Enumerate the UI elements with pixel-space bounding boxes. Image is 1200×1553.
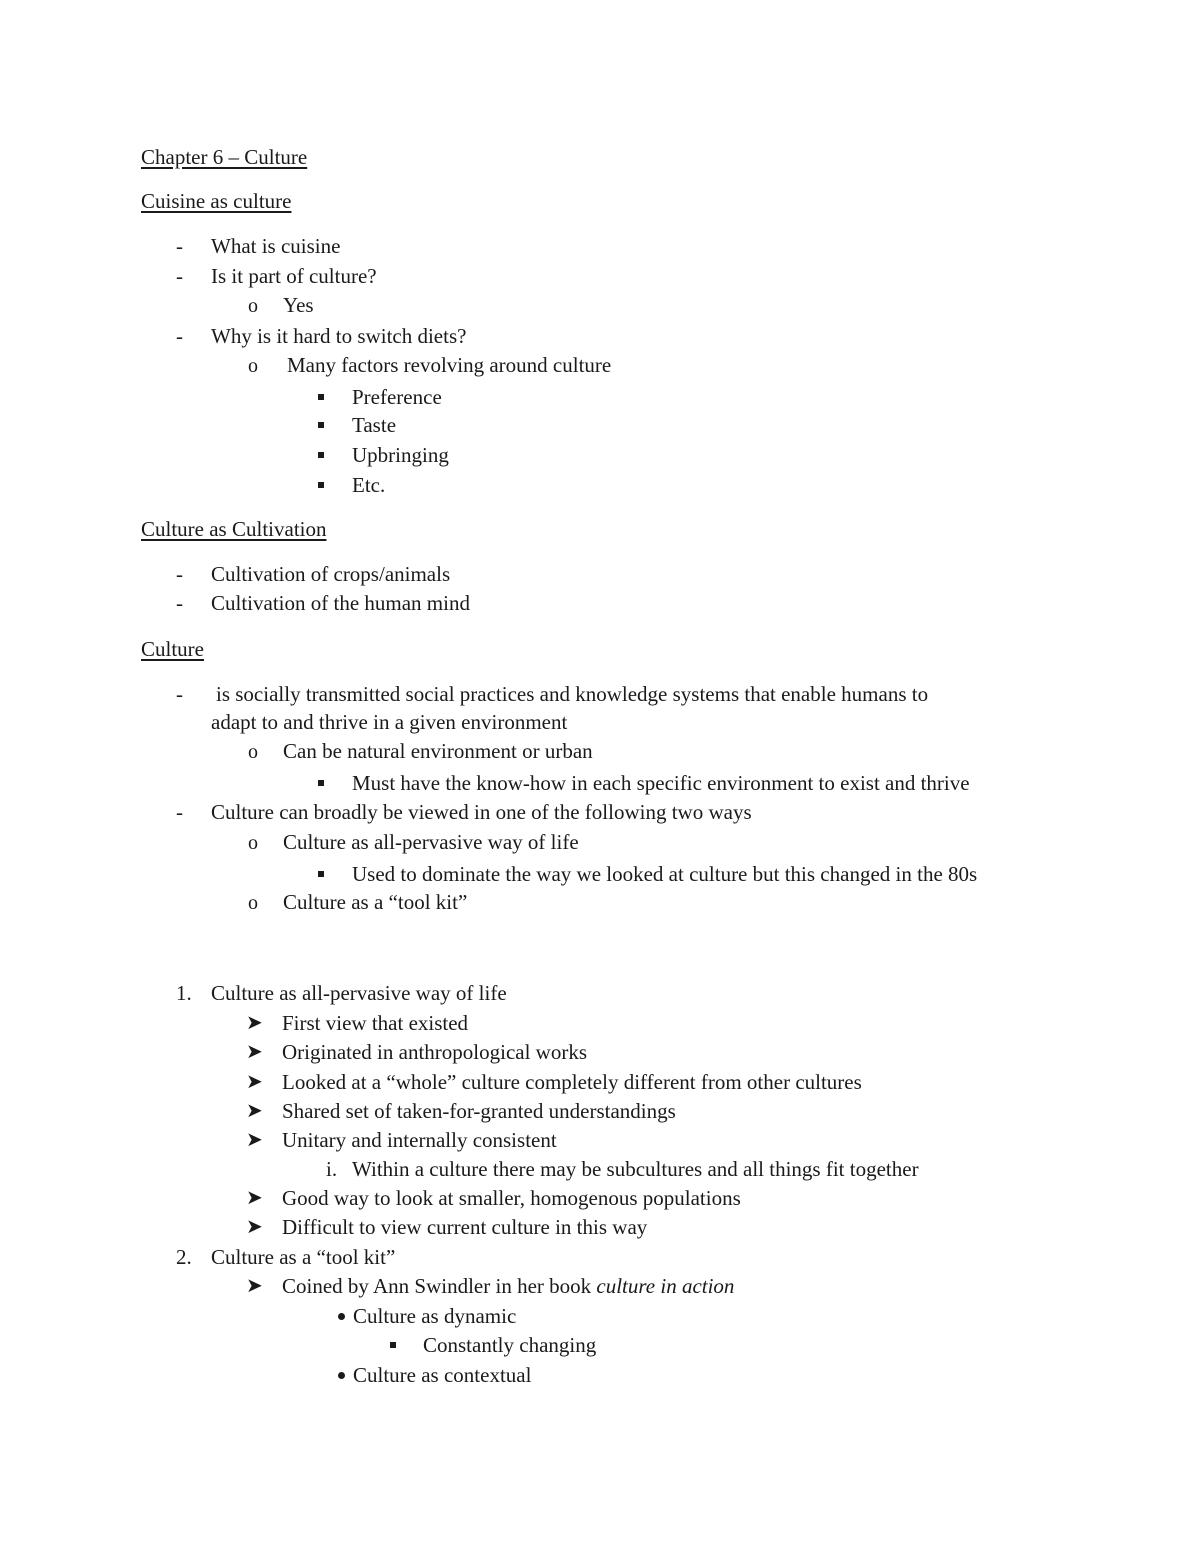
- square-bullet-icon: [318, 475, 324, 496]
- list-item: Etc.: [352, 473, 386, 497]
- list-item: Why is it hard to switch diets?: [211, 324, 467, 348]
- list-item: Taste: [352, 413, 397, 437]
- list-item: Looked at a “whole” culture completely different from other cultures: [282, 1070, 862, 1094]
- square-bullet-icon: [318, 387, 324, 408]
- book-title: culture in action: [596, 1274, 735, 1298]
- number-marker: 1.: [176, 981, 192, 1005]
- list-item: Yes: [283, 293, 314, 317]
- dash-bullet: -: [176, 682, 183, 706]
- arrow-bullet-icon: ➤: [246, 1071, 263, 1093]
- arrow-bullet-icon: ➤: [246, 1129, 263, 1151]
- list-item: First view that existed: [282, 1011, 469, 1035]
- list-item-text: Coined by Ann Swindler in her book: [282, 1274, 597, 1298]
- list-item: Culture as dynamic: [353, 1304, 517, 1328]
- list-item: Many factors revolving around culture: [287, 353, 612, 377]
- section-heading-culture: Culture: [141, 637, 204, 661]
- list-item-continuation: adapt to and thrive in a given environment: [211, 710, 568, 734]
- list-item: Culture as contextual: [353, 1363, 532, 1387]
- arrow-bullet-icon: ➤: [246, 1187, 263, 1209]
- dash-bullet: -: [176, 800, 183, 824]
- dash-bullet: -: [176, 591, 183, 615]
- square-bullet-icon: [318, 864, 324, 885]
- dash-bullet: -: [176, 562, 183, 586]
- square-bullet-icon: [318, 415, 324, 436]
- list-item: Within a culture there may be subcultures and all things fit together: [352, 1157, 919, 1181]
- section-heading-cultivation: Culture as Cultivation: [141, 517, 327, 541]
- list-item: Cultivation of the human mind: [211, 591, 470, 615]
- circle-bullet: o: [248, 741, 258, 763]
- dash-bullet: -: [176, 264, 183, 288]
- list-item-with-italic: [282, 1276, 734, 1297]
- circle-bullet: o: [248, 355, 258, 377]
- dash-bullet: -: [176, 324, 183, 348]
- page-title: Chapter 6 – Culture: [141, 145, 308, 169]
- list-item: Originated in anthropological works: [282, 1040, 588, 1064]
- list-item: Culture as a “tool kit”: [211, 1245, 396, 1269]
- list-item: Constantly changing: [423, 1333, 597, 1357]
- circle-bullet: o: [248, 295, 258, 317]
- list-item: Unitary and internally consistent: [282, 1128, 557, 1152]
- list-item: Preference: [352, 385, 442, 409]
- arrow-bullet-icon: ➤: [246, 1100, 263, 1122]
- list-item: Culture can broadly be viewed in one of the following two ways: [211, 800, 752, 824]
- list-item: Good way to look at smaller, homogenous populations: [282, 1186, 741, 1210]
- dot-bullet-icon: [338, 1306, 345, 1327]
- list-item: Must have the know-how in each specific environment to exist and thrive: [352, 771, 970, 795]
- number-marker: 2.: [176, 1245, 192, 1269]
- circle-bullet: o: [248, 832, 258, 854]
- arrow-bullet-icon: ➤: [246, 1012, 263, 1034]
- dot-bullet-icon: [338, 1365, 345, 1386]
- list-item: Can be natural environment or urban: [283, 739, 593, 763]
- list-item: Difficult to view current culture in this way: [282, 1215, 648, 1239]
- square-bullet-icon: [318, 773, 324, 794]
- square-bullet-icon: [390, 1335, 396, 1356]
- list-item: What is cuisine: [211, 234, 341, 258]
- list-item: Culture as all-pervasive way of life: [211, 981, 507, 1005]
- list-item: Used to dominate the way we looked at culture but this changed in the 80s: [352, 862, 978, 886]
- arrow-bullet-icon: ➤: [246, 1275, 263, 1297]
- arrow-bullet-icon: ➤: [246, 1216, 263, 1238]
- list-item: Culture as a “tool kit”: [283, 890, 468, 914]
- list-item: Culture as all-pervasive way of life: [283, 830, 579, 854]
- list-item: is socially transmitted social practices and knowledge systems that enable humans to: [216, 682, 929, 706]
- square-bullet-icon: [318, 445, 324, 466]
- list-item: Cultivation of crops/animals: [211, 562, 451, 586]
- list-item: Shared set of taken-for-granted understandings: [282, 1099, 676, 1123]
- list-item: Upbringing: [352, 443, 449, 467]
- dash-bullet: -: [176, 234, 183, 258]
- list-item: Is it part of culture?: [211, 264, 377, 288]
- section-heading-cuisine: Cuisine as culture: [141, 189, 292, 213]
- roman-numeral-marker: i.: [326, 1157, 338, 1181]
- circle-bullet: o: [248, 892, 258, 914]
- arrow-bullet-icon: ➤: [246, 1041, 263, 1063]
